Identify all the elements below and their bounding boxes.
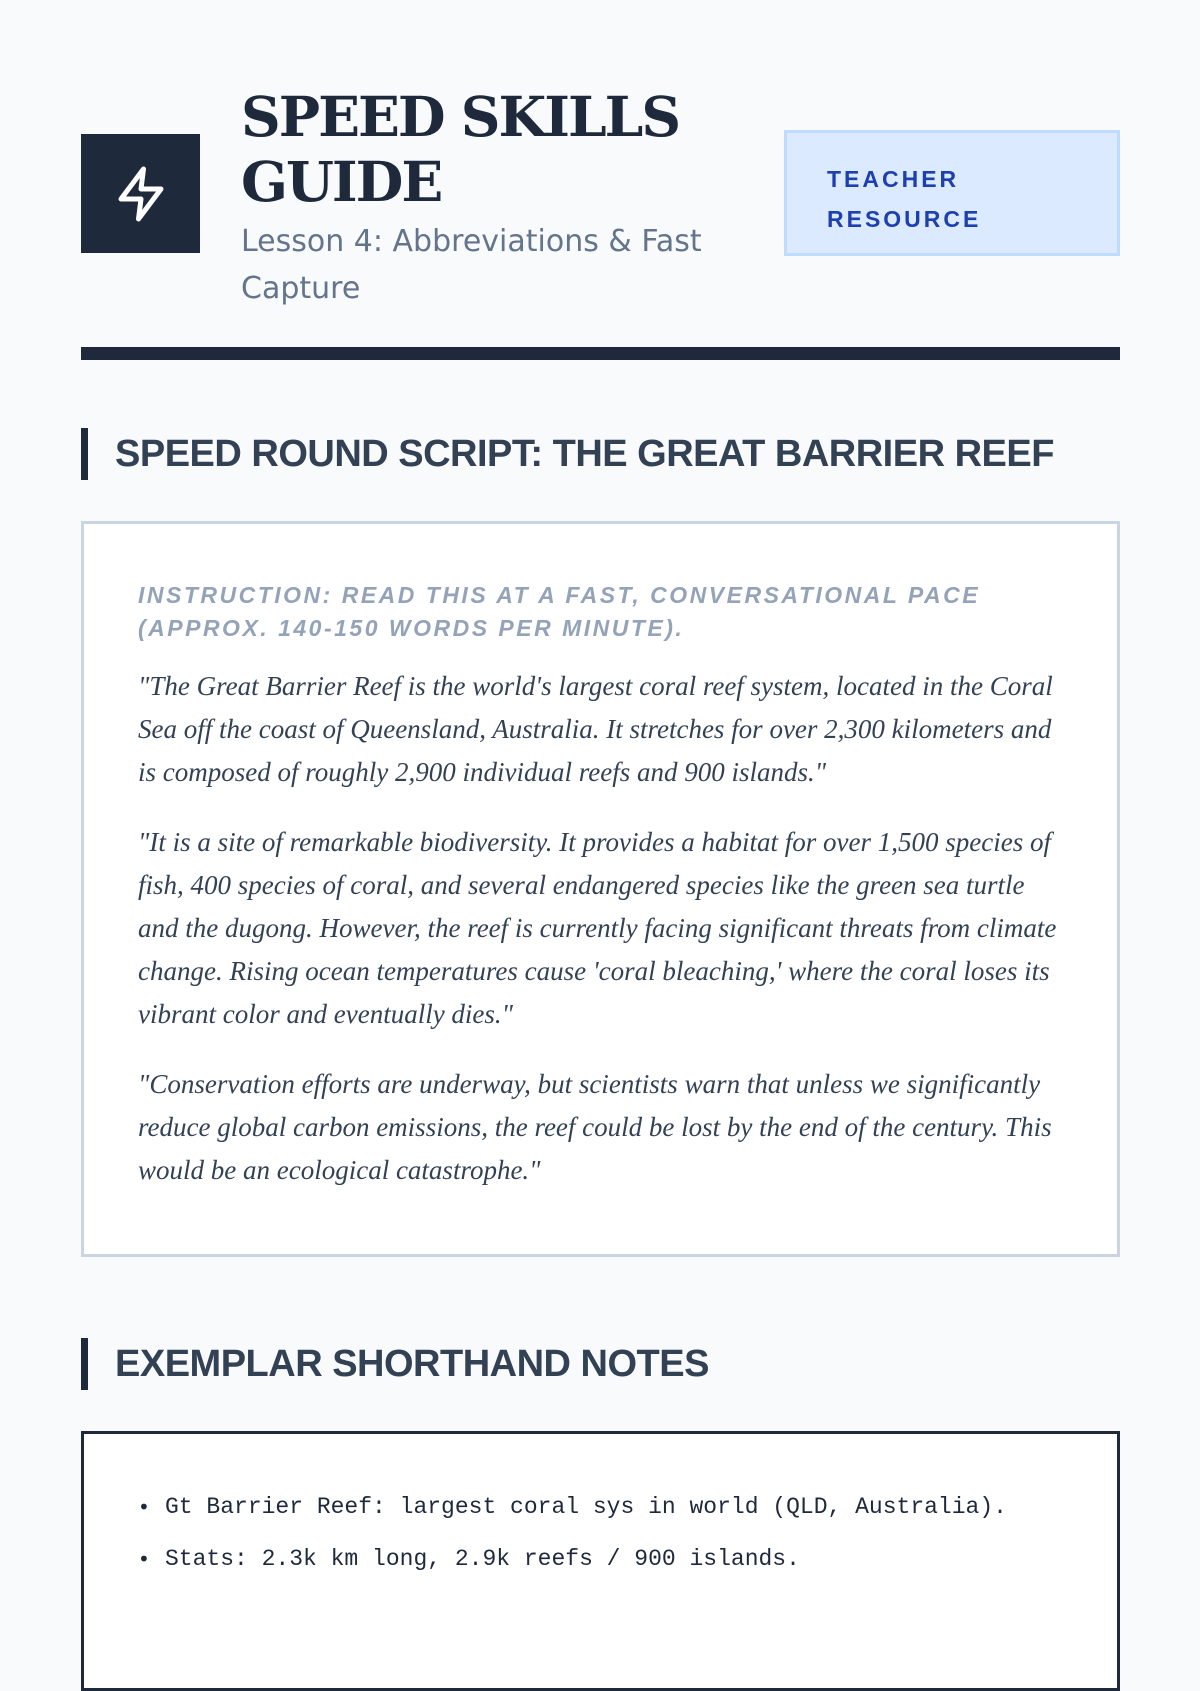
page-subtitle: Lesson 4: Abbreviations & Fast Capture <box>241 224 702 306</box>
teacher-resource-badge <box>784 130 1120 256</box>
notes-box <box>81 1431 1120 1691</box>
notes-list <box>138 1481 1063 1585</box>
list-item: • Gt Barrier Reef: largest coral sys in world (QLD, Australia). <box>138 1481 1063 1533</box>
script-section-heading: SPEED ROUND SCRIPT: THE GREAT BARRIER REEF <box>81 428 1120 480</box>
script-paragraph: "It is a site of remarkable biodiversity. It provides a habitat for over 1,500 species of fish, 400 species of coral, and several endangered species like the green sea turtle and the dugong. However, the reef is currently facing significant threats from climate change. Rising ocean temperatures cause 'coral bleaching,' where the coral loses its vibrant color and eventually dies." <box>138 827 1057 1029</box>
logo <box>81 134 200 253</box>
badge-label: TEACHER RESOURCE <box>827 166 982 232</box>
header-divider <box>81 347 1120 360</box>
title-block <box>241 84 761 312</box>
script-paragraph: "Conservation efforts are underway, but scientists warn that unless we significantly reduce global carbon emissions, the reef could be lost by the end of the century. This would be an ecological catastrophe." <box>138 1069 1052 1185</box>
list-item: • Stats: 2.3k km long, 2.9k reefs / 900 islands. <box>138 1533 1063 1585</box>
script-paragraph: "The Great Barrier Reef is the world's largest coral reef system, located in the Coral Sea off the coast of Queensland, Australia. It stretches for over 2,300 kilometers and is composed of roughly 2,900 individual reefs and 900 islands." <box>138 671 1053 787</box>
header <box>81 0 1120 320</box>
script-instruction: INSTRUCTION: READ THIS AT A FAST, CONVERSATIONAL PACE (APPROX. 140-150 WORDS PER MINUTE). <box>138 582 981 641</box>
notes-section-heading: EXEMPLAR SHORTHAND NOTES <box>81 1338 1120 1390</box>
page-title: SPEED SKILLS GUIDE <box>241 84 680 214</box>
page <box>81 0 1120 1572</box>
lightning-bolt-icon <box>111 164 171 224</box>
script-box <box>81 521 1120 1257</box>
